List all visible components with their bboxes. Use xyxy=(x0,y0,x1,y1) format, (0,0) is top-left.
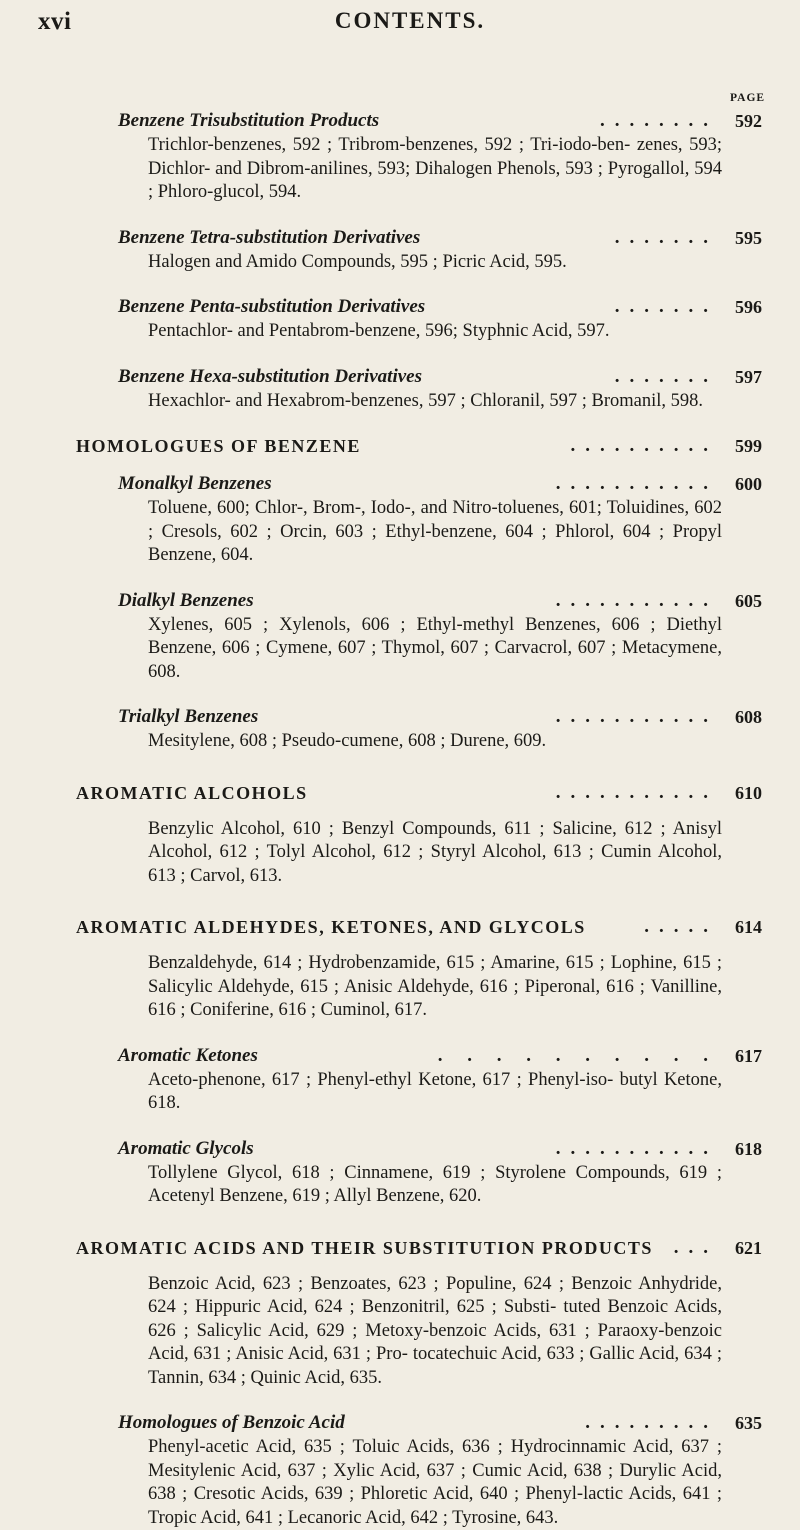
entry-description: Trichlor-benzenes, 592 ; Tribrom-benzenes, 592 ; Tri-iodo-ben- zenes, 593; Dichlor- and Dibrom-anilines, 593; Dihalogen Phenols, 593 ; Pyrogallol, 594 ; Phloro-glucol, 594. xyxy=(148,135,722,202)
entry-title: Aromatic Glycols xyxy=(118,1137,254,1159)
entry-description: Xylenes, 605 ; Xylenols, 606 ; Ethyl-methyl Benzenes, 606 ; Diethyl Benzene, 606 ; Cymene, 607 ; Thymol, 607 ; Carvacrol, 607 ; Metacymene, 608. xyxy=(148,614,722,682)
contents-entry xyxy=(0,914,800,1023)
entry-page-number: 617 xyxy=(735,1045,762,1066)
entry-title: Trialkyl Benzenes xyxy=(118,706,259,727)
contents-entry xyxy=(0,1410,800,1530)
entry-title: Aromatic Ketones xyxy=(118,1044,258,1066)
dot-leader: .......... xyxy=(570,435,718,456)
dot-leader: ....... xyxy=(614,365,718,387)
entry-page-number: 621 xyxy=(735,1237,762,1258)
contents-entry xyxy=(0,225,800,275)
entry-description: Benzylic Alcohol, 610 ; Benzyl Compounds, 611 ; Salicine, 612 ; Anisyl Alcohol, 612 ; Tolyl Alcohol, 612 ; Styryl Alcohol, 613 ; Cumin Alcohol, 613 ; Carvol, 613. xyxy=(148,818,722,886)
entry-title: AROMATIC ALCOHOLS xyxy=(76,782,308,803)
running-head xyxy=(38,8,782,48)
entry-description: Hexachlor- and Hexabrom-benzenes, 597 ; Chloranil, 597 ; Bromanil, 598. xyxy=(148,390,703,411)
entry-description: Toluene, 600; Chlor-, Brom-, Iodo-, and Nitro-toluenes, 601; Toluidines, 602 ; Cresols, 602 ; Orcin, 603 ; Ethyl-benzene, 604 ; Phlorol, 604 ; Propyl Benzene, 604. xyxy=(148,498,722,565)
entry-page-number: 592 xyxy=(735,111,762,131)
dot-leader: ........... xyxy=(555,473,718,494)
contents-entry xyxy=(0,588,800,685)
entry-page-number: 614 xyxy=(735,917,762,937)
dot-leader: ........... xyxy=(555,589,718,611)
contents-entry xyxy=(0,108,800,205)
dot-leader: ....... xyxy=(614,296,718,317)
entry-page-number: 599 xyxy=(735,436,762,456)
entry-page-number: 610 xyxy=(735,782,762,803)
entry-title: Dialkyl Benzenes xyxy=(118,589,254,611)
entry-page-number: 600 xyxy=(735,474,762,494)
entry-title: Benzene Penta-substitution Derivatives xyxy=(118,296,426,317)
entry-description: Benzaldehyde, 614 ; Hydrobenzamide, 615 ; Amarine, 615 ; Lophine, 615 ; Salicylic Aldehyde, 615 ; Anisic Aldehyde, 616 ; Piperonal, 616 ; Vanilline, 616 ; Coniferine, 616 ; Cuminol, 617. xyxy=(148,953,722,1020)
entry-description: Halogen and Amido Compounds, 595 ; Picric Acid, 595. xyxy=(148,251,567,272)
dot-leader: ... xyxy=(673,1236,718,1258)
entry-page-number: 605 xyxy=(735,590,762,611)
entry-description: Aceto-phenone, 617 ; Phenyl-ethyl Ketone, 617 ; Phenyl-iso- butyl Ketone, 618. xyxy=(148,1069,722,1113)
contents-entry xyxy=(0,433,800,459)
dot-leader: ....... xyxy=(614,226,718,248)
entry-title: Benzene Trisubstitution Products xyxy=(118,110,380,131)
dot-leader: ........... xyxy=(555,1137,718,1159)
contents-list xyxy=(0,108,800,1530)
page-column-label: PAGE xyxy=(730,92,766,104)
entry-title: HOMOLOGUES OF BENZENE xyxy=(76,436,361,456)
dot-leader: ..... xyxy=(644,916,718,937)
entry-title: Benzene Hexa-substitution Derivatives xyxy=(118,365,422,387)
entry-page-number: 608 xyxy=(735,707,762,727)
contents-entry xyxy=(0,1235,800,1391)
dot-leader: . . . . . . . . . . xyxy=(437,1044,718,1066)
contents-entry xyxy=(0,1136,800,1209)
entry-page-number: 635 xyxy=(735,1413,762,1433)
entry-title: Monalkyl Benzenes xyxy=(118,473,272,494)
entry-title: AROMATIC ACIDS AND THEIR SUBSTITUTION PRODUCTS xyxy=(76,1237,653,1258)
entry-description: Benzoic Acid, 623 ; Benzoates, 623 ; Populine, 624 ; Benzoic Anhydride, 624 ; Hippuric Acid, 624 ; Benzonitril, 625 ; Substi- tuted Benzoic Acids, 626 ; Salicylic Acid, 629 ; Metoxy-benzoic Acids, 631 ; Paraoxy-benzoic Acid, 631 ; Anisic Acid, 631 ; Pro- tocatechuic Acid, 633 ; Gallic Acid, 634 ; Tannin, 634 ; Quinic Acid, 635. xyxy=(148,1273,722,1388)
entry-description: Tollylene Glycol, 618 ; Cinnamene, 619 ; Styrolene Compounds, 619 ; Acetenyl Benzene, 619 ; Allyl Benzene, 620. xyxy=(148,1162,722,1206)
page-folio: xvi xyxy=(38,8,72,35)
entry-page-number: 596 xyxy=(735,297,762,317)
contents-entry xyxy=(0,1043,800,1116)
contents-entry xyxy=(0,471,800,568)
dot-leader: ........... xyxy=(555,781,718,803)
contents-entry xyxy=(0,364,800,414)
contents-entry xyxy=(0,704,800,754)
dot-leader: ........... xyxy=(555,706,718,727)
entry-title: Benzene Tetra-substitution Derivatives xyxy=(118,226,421,248)
dot-leader: ......... xyxy=(585,1412,718,1433)
entry-title: AROMATIC ALDEHYDES, KETONES, AND GLYCOLS xyxy=(76,917,586,937)
page-title: CONTENTS. xyxy=(334,8,486,33)
entry-page-number: 597 xyxy=(735,366,762,387)
contents-entry xyxy=(0,294,800,344)
entry-description: Phenyl-acetic Acid, 635 ; Toluic Acids, 636 ; Hydrocinnamic Acid, 637 ; Mesitylenic Acid, 637 ; Xylic Acid, 637 ; Cumic Acid, 638 ; Durylic Acid, 638 ; Cresotic Acids, 639 ; Phloretic Acid, 640 ; Phenyl-lactic Acids, 641 ; Tropic Acid, 641 ; Lecanoric Acid, 642 ; Tyrosine, 643. xyxy=(148,1437,722,1528)
entry-page-number: 618 xyxy=(735,1138,762,1159)
entry-title: Homologues of Benzoic Acid xyxy=(118,1412,345,1433)
entry-page-number: 595 xyxy=(735,227,762,248)
dot-leader: ........ xyxy=(600,110,718,131)
entry-description: Mesitylene, 608 ; Pseudo-cumene, 608 ; Durene, 609. xyxy=(148,731,547,751)
entry-description: Pentachlor- and Pentabrom-benzene, 596; Styphnic Acid, 597. xyxy=(148,321,610,341)
contents-entry xyxy=(0,780,800,889)
